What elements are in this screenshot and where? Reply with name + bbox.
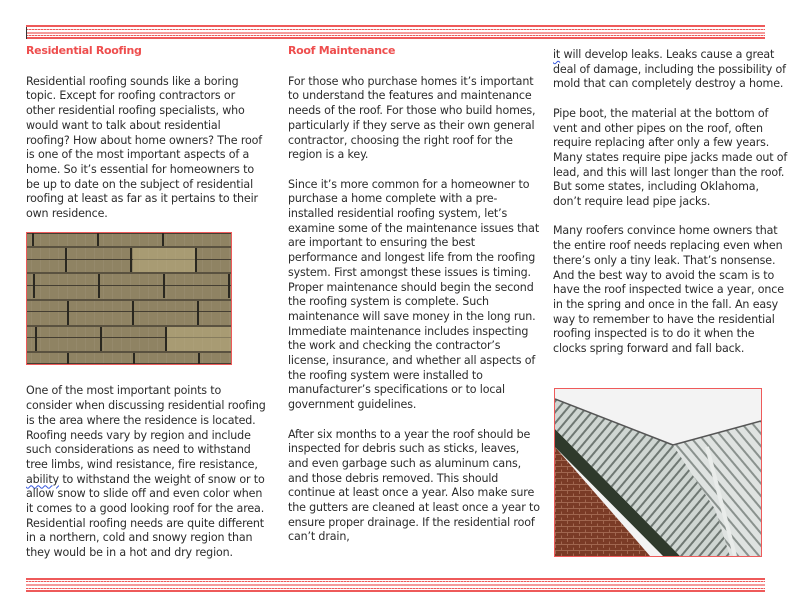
metal-roof-image bbox=[554, 388, 762, 557]
paragraph: Residential roofing sounds like a boring topic. Except for roofing contractors or other residential roofing specialists, who would want to talk about residential roofing? How about home owners? The roof is one of the most important aspects of a home. So it’s essential for homeowners to be up to date on the subject of residential roofing at least as far as it pertains to their own residence. bbox=[26, 74, 263, 221]
heading-residential-roofing: Residential Roofing bbox=[26, 44, 142, 57]
shingle-roof-image bbox=[26, 232, 232, 365]
paragraph: Many roofers convince home owners that the entire roof needs replacing even when there’s only a tiny leak. That’s nonsense. And the best way to avoid the scam is to have the roof inspected twice a year, once in the spring and once in the fall. An easy way to remember to have the residential roofing inspected is to do it when the clocks spring forward and fall back. bbox=[553, 224, 784, 356]
paragraph: Pipe boot, the material at the bottom of vent and other pipes on the roof, often require replacing after only a few years. Many states require pipe jacks made out of lead, and this will last longer than the roof. But some states, including Oklahoma, don’t require lead pipe jacks. bbox=[553, 106, 788, 209]
heading-roof-maintenance: Roof Maintenance bbox=[288, 44, 396, 57]
column-2 bbox=[288, 44, 540, 560]
paragraph: For those who purchase homes it’s important to understand the features and maintenance needs of the roof. For those who build homes, particularly if they serve as their own general contractor, choosing the right roof for the region is a key. bbox=[288, 74, 536, 162]
paragraph: it will develop leaks. Leaks cause a great deal of damage, including the possibility of mold that can completely destroy a home. bbox=[553, 48, 786, 91]
paragraph: After six months to a year the roof should be inspected for debris such as sticks, leaves, and even garbage such as aluminum cans, and those debris removed. This should continue at least once a year. Also make sure the gutters are cleaned at least once a year to ensure proper drainage. If the residential roof can’t drain, bbox=[288, 427, 540, 544]
spellcheck-flagged-word[interactable]: ability bbox=[26, 472, 59, 486]
spellcheck-flagged-word[interactable]: it bbox=[553, 48, 561, 61]
footer-stripes bbox=[26, 578, 765, 592]
metal-roof-illustration bbox=[555, 389, 761, 556]
column-3 bbox=[553, 48, 789, 371]
text-cursor bbox=[26, 27, 27, 39]
header-stripes bbox=[26, 25, 765, 39]
paragraph: One of the most important points to consider when discussing residential roofing is the area where the residence is located. Roofing needs vary by region and include such considerations as need to withstand tree limbs, wind resistance, fire resistance, ability to withstand the weight of snow or to allow snow to slide off and even color when it comes to a good looking roof for the area. Residential roofing needs are quite different in a northern, cold and snowy region than they would be in a hot and dry region. bbox=[26, 384, 266, 560]
paragraph: Since it’s more common for a homeowner to purchase a home complete with a pre-installed residential roofing system, let’s examine some of the maintenance issues that are important to ensuring the best performance and longest life from the roofing system. First amongst these issues is timing. Proper maintenance should begin the second the roofing system is complete. Such maintenance will save money in the long run. Immediate maintenance includes inspecting the work and checking the contractor’s license, insurance, and whether all aspects of the roofing system were installed to manufacturer’s specifications or to local government guidelines. bbox=[288, 177, 540, 412]
